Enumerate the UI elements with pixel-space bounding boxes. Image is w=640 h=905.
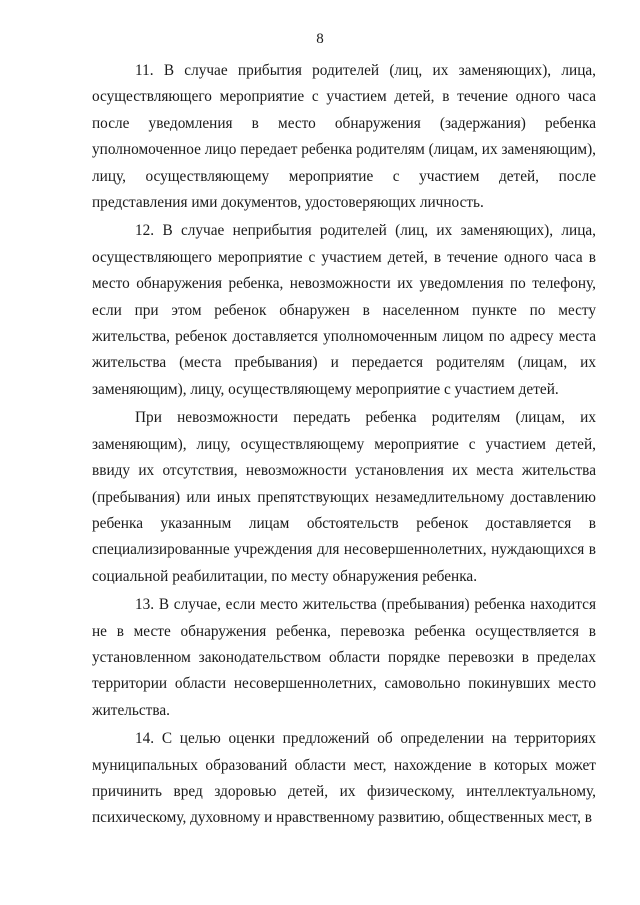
paragraph-11: 11. В случае прибытия родителей (лиц, их заменяющих), лица, осуществляющего мероприятие с участием детей, в течение одного часа после уведомления в место обнаружения (задержания) ребенка уполномоченное лицо передает ребенка родителям (лицам, их заменяющим), лицу, осуществляющему мероприятие с участием детей, после представления ими документов, удостоверяющих личность. bbox=[92, 62, 596, 212]
paragraph-14: 14. С целью оценки предложений об определении на территориях муниципальных образований области мест, нахождение в которых может причинить вред здоровью детей, их физическому, интеллектуальному, психическому, духовному и нравственному развитию, общественных мест, в bbox=[92, 730, 596, 827]
paragraph-12-continuation: При невозможности передать ребенка родителям (лицам, их заменяющим), лицу, осуществляющему мероприятие с участием детей, ввиду их отсутствия, невозможности установления их места жительства (пребывания) или иных препятствующих незамедлительному доставлению ребенка указанным лицам обстоятельств ребенок доставляется в специализированные учреждения для несовершеннолетних, нуждающихся в социальной реабилитации, по месту обнаружения ребенка. bbox=[92, 409, 596, 585]
paragraph-13: 13. В случае, если место жительства (пребывания) ребенка находится не в месте обнаружения ребенка, перевозка ребенка осуществляется в установленном законодательством области порядке перевозки в пределах территории области несовершеннолетних, самовольно покинувших место жительства. bbox=[92, 596, 596, 719]
document-body bbox=[92, 58, 596, 834]
page-number: 8 bbox=[316, 31, 324, 47]
paragraph-12: 12. В случае неприбытия родителей (лиц, их заменяющих), лица, осуществляющего мероприятие с участием детей, в течение одного часа в место обнаружения ребенка, невозможности их уведомления по телефону, если при этом ребенок обнаружен в населенном пункте по месту жительства, ребенок доставляется уполномоченным лицом по адресу места жительства (места пребывания) и передается родителям (лицам, их заменяющим), лицу, осуществляющему мероприятие с участием детей. bbox=[92, 222, 596, 398]
